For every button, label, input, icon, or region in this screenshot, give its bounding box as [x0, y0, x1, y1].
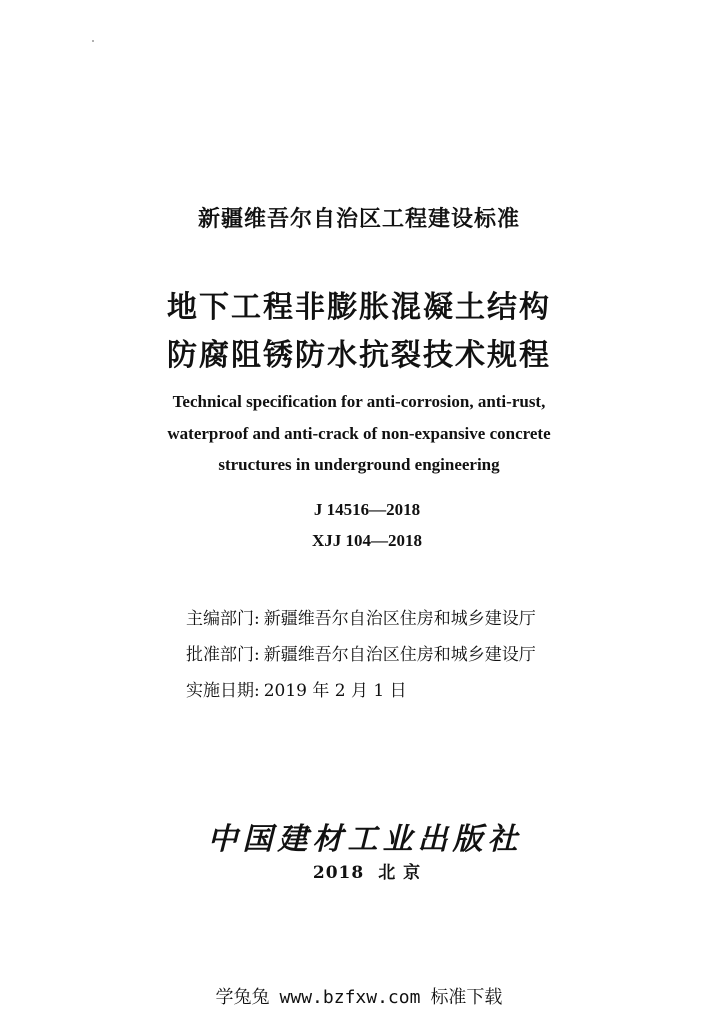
watermark-footer [0, 983, 718, 1009]
scan-speck [92, 40, 94, 42]
info-value: 新疆维吾尔自治区住房和城乡建设厅 [263, 645, 536, 665]
english-title-line-3: structures in underground engineering [218, 455, 500, 474]
record-number-j: J 14516—2018 [313, 500, 421, 519]
publication-imprint [8, 858, 718, 883]
watermark-url-link[interactable]: www.bzfxw.com [279, 987, 421, 1008]
chinese-title-line-1: 地下工程非膨胀混凝土结构 [167, 290, 551, 325]
info-label: 实施日期: [186, 681, 260, 701]
english-title-line-2: waterproof and anti-crack of non-expansive concrete [167, 424, 551, 443]
approval-department-row [186, 640, 536, 665]
info-value: 2019 年 2 月 1 日 [263, 681, 407, 701]
publication-year: 2018 [312, 863, 365, 883]
info-value: 新疆维吾尔自治区住房和城乡建设厅 [263, 609, 536, 629]
watermark-tag: 标准下载 [430, 987, 503, 1008]
chinese-title-line-2: 防腐阻锈防水抗裂技术规程 [167, 338, 551, 373]
standard-series-title: 新疆维吾尔自治区工程建设标准 [197, 207, 520, 232]
english-title-line-1: Technical specification for anti-corrosion, anti-rust, [172, 392, 546, 411]
publication-city: 北 京 [378, 863, 422, 883]
effective-date-row [186, 676, 407, 701]
standard-number-xjj: XJJ 104—2018 [311, 531, 423, 550]
info-label: 批准部门: [186, 645, 260, 665]
watermark-site-name: 学兔兔 [215, 987, 270, 1008]
editor-department-row [186, 604, 536, 629]
publisher-name: 中国建材工业出版社 [207, 822, 523, 857]
info-label: 主编部门: [186, 609, 260, 629]
